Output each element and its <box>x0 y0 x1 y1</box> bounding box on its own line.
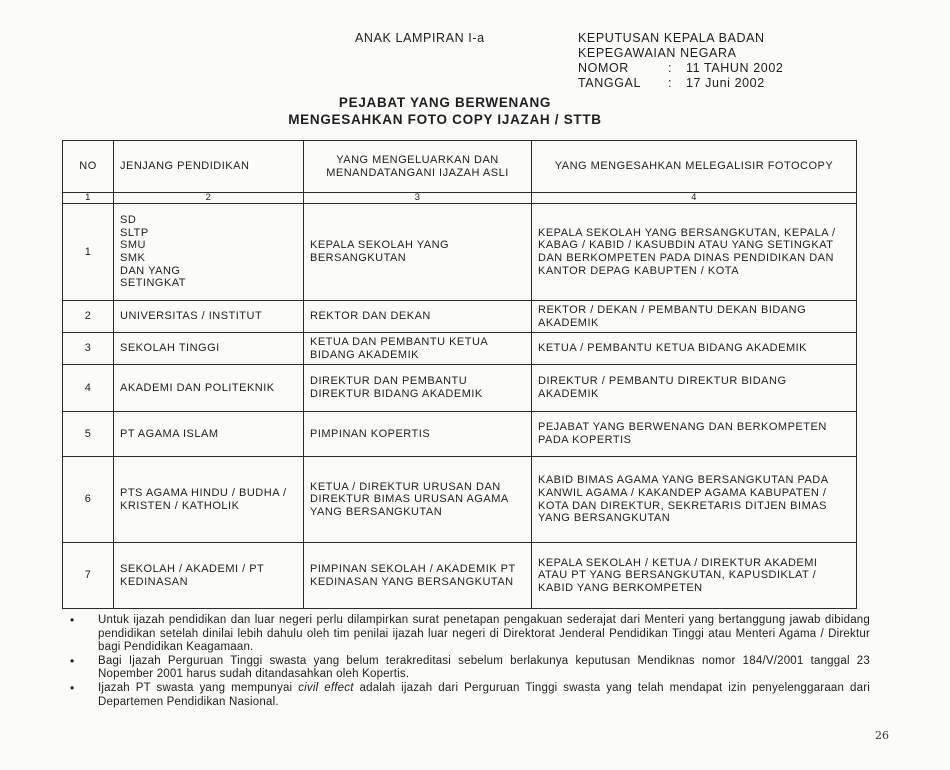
row-number: 1 <box>63 204 114 301</box>
row-number: 7 <box>63 543 114 609</box>
note-text <box>98 682 870 709</box>
row-number: 2 <box>63 301 114 333</box>
note-text-part: Ijazah PT swasta yang mempunyai <box>98 681 299 694</box>
bullet-icon: • <box>70 653 75 668</box>
nomor-label: NOMOR <box>578 61 629 75</box>
tanggal-separator: : <box>668 76 673 90</box>
table-row <box>63 457 857 543</box>
mengeluarkan-cell: PIMPINAN SEKOLAH / AKADEMIK PT KEDINASAN YANG BERSANGKUTAN <box>304 543 532 609</box>
jenjang-cell: PT AGAMA ISLAM <box>114 412 304 457</box>
header-no: NO <box>63 141 114 193</box>
nomor-row <box>578 61 783 76</box>
column-number: 3 <box>304 193 532 204</box>
keputusan-line-1: KEPUTUSAN KEPALA BADAN <box>578 31 765 45</box>
mengesahkan-cell: KEPALA SEKOLAH YANG BERSANGKUTAN, KEPALA / KABAG / KABID / KASUBDIN ATAU YANG SETINGKAT DAN BERKOMPETEN PADA DINAS PENDIDIKAN DAN KANTOR DEPAG KABUPTEN / KOTA <box>532 204 857 301</box>
tanggal-label: TANGGAL <box>578 76 642 90</box>
jenjang-cell: PTS AGAMA HINDU / BUDHA / KRISTEN / KATHOLIK <box>114 457 304 543</box>
mengesahkan-cell: PEJABAT YANG BERWENANG DAN BERKOMPETEN PADA KOPERTIS <box>532 412 857 457</box>
nomor-value: 11 TAHUN 2002 <box>686 61 784 75</box>
row-number: 6 <box>63 457 114 543</box>
table-row <box>63 333 857 365</box>
tanggal-value: 17 Juni 2002 <box>686 76 765 90</box>
keputusan-line-2: KEPEGAWAIAN NEGARA <box>578 46 737 60</box>
column-number: 2 <box>114 193 304 204</box>
nomor-separator: : <box>668 61 673 75</box>
tanggal-row <box>578 76 783 91</box>
bullet-icon: • <box>70 613 75 627</box>
mengesahkan-cell: KEPALA SEKOLAH / KETUA / DIREKTUR AKADEMI ATAU PT YANG BERSANGKUTAN, KAPUSDIKLAT / KABID YANG BERKOMPETEN <box>532 543 857 609</box>
row-number: 3 <box>63 333 114 365</box>
table-header-row <box>63 141 857 193</box>
table-row <box>63 301 857 333</box>
mengeluarkan-cell: REKTOR DAN DEKAN <box>304 301 532 333</box>
table-row <box>63 365 857 412</box>
table-row <box>63 543 857 609</box>
column-number: 4 <box>532 193 857 204</box>
note-item <box>70 655 870 682</box>
mengesahkan-cell: DIREKTUR / PEMBANTU DIREKTUR BIDANG AKADEMIK <box>532 365 857 412</box>
table-row <box>63 412 857 457</box>
mengesahkan-cell: REKTOR / DEKAN / PEMBANTU DEKAN BIDANG AKADEMIK <box>532 301 857 333</box>
keputusan-block <box>578 31 783 91</box>
note-text-part: adalah ijazah dari Perguruan Tinggi swasta yang telah mendapat izin penyelenggaraan dari Departemen Pendidikan Nasional. <box>98 681 870 708</box>
anak-lampiran-label: ANAK LAMPIRAN I-a <box>355 31 485 45</box>
note-item <box>70 682 870 709</box>
note-text: Untuk ijazah pendidikan dan luar negeri perlu dilampirkan surat penetapan pengakuan sederajat dari Menteri yang bertanggung jawab dibidang pendidikan setelah dinilai lebih dahulu oleh tim penilai ijazah luar negeri di Direktorat Jenderal Pendidikan Tinggi atau Menteri Agama / Direktur bagi Pendidikan Keagamaan. <box>98 614 870 654</box>
header-mengesahkan: YANG MENGESAHKAN MELEGALISIR FOTOCOPY <box>532 141 857 193</box>
authority-table <box>62 140 857 609</box>
jenjang-cell: SEKOLAH / AKADEMI / PT KEDINASAN <box>114 543 304 609</box>
jenjang-cell: SEKOLAH TINGGI <box>114 333 304 365</box>
mengesahkan-cell: KETUA / PEMBANTU KETUA BIDANG AKADEMIK <box>532 333 857 365</box>
mengeluarkan-cell: KETUA / DIREKTUR URUSAN DAN DIREKTUR BIMAS URUSAN AGAMA YANG BERSANGKUTAN <box>304 457 532 543</box>
page-number: 26 <box>875 729 889 742</box>
jenjang-cell: SD SLTP SMU SMK DAN YANG SETINGKAT <box>114 204 304 301</box>
notes-list <box>70 614 870 709</box>
header-mengeluarkan: YANG MENGELUARKAN DAN MENANDATANGANI IJAZAH ASLI <box>304 141 532 193</box>
civil-effect-emphasis: civil effect <box>298 681 354 694</box>
column-number-row <box>63 193 857 204</box>
jenjang-cell: AKADEMI DAN POLITEKNIK <box>114 365 304 412</box>
row-number: 4 <box>63 365 114 412</box>
mengeluarkan-cell: KEPALA SEKOLAH YANG BERSANGKUTAN <box>304 204 532 301</box>
bullet-icon: • <box>70 680 75 695</box>
mengeluarkan-cell: KETUA DAN PEMBANTU KETUA BIDANG AKADEMIK <box>304 333 532 365</box>
column-number: 1 <box>63 193 114 204</box>
document-title-line-2: MENGESAHKAN FOTO COPY IJAZAH / STTB <box>288 112 602 127</box>
header-jenjang: JENJANG PENDIDIKAN <box>114 141 304 193</box>
table-row <box>63 204 857 301</box>
row-number: 5 <box>63 412 114 457</box>
jenjang-cell: UNIVERSITAS / INSTITUT <box>114 301 304 333</box>
document-title-line-1: PEJABAT YANG BERWENANG <box>338 95 552 110</box>
mengeluarkan-cell: DIREKTUR DAN PEMBANTU DIREKTUR BIDANG AKADEMIK <box>304 365 532 412</box>
note-text: Bagi Ijazah Perguruan Tinggi swasta yang belum terakreditasi sebelum berlakunya keputusan Mendiknas nomor 184/V/2001 tanggal 23 Nopember 2001 harus sudah ditandasahkan oleh Kopertis. <box>98 654 870 681</box>
mengesahkan-cell: KABID BIMAS AGAMA YANG BERSANGKUTAN PADA KANWIL AGAMA / KAKANDEP AGAMA KABUPATEN / KOTA DAN DIREKTUR, SEKRETARIS DITJEN BIMAS YANG BERSANGKUTAN <box>532 457 857 543</box>
mengeluarkan-cell: PIMPINAN KOPERTIS <box>304 412 532 457</box>
note-item <box>70 614 870 655</box>
